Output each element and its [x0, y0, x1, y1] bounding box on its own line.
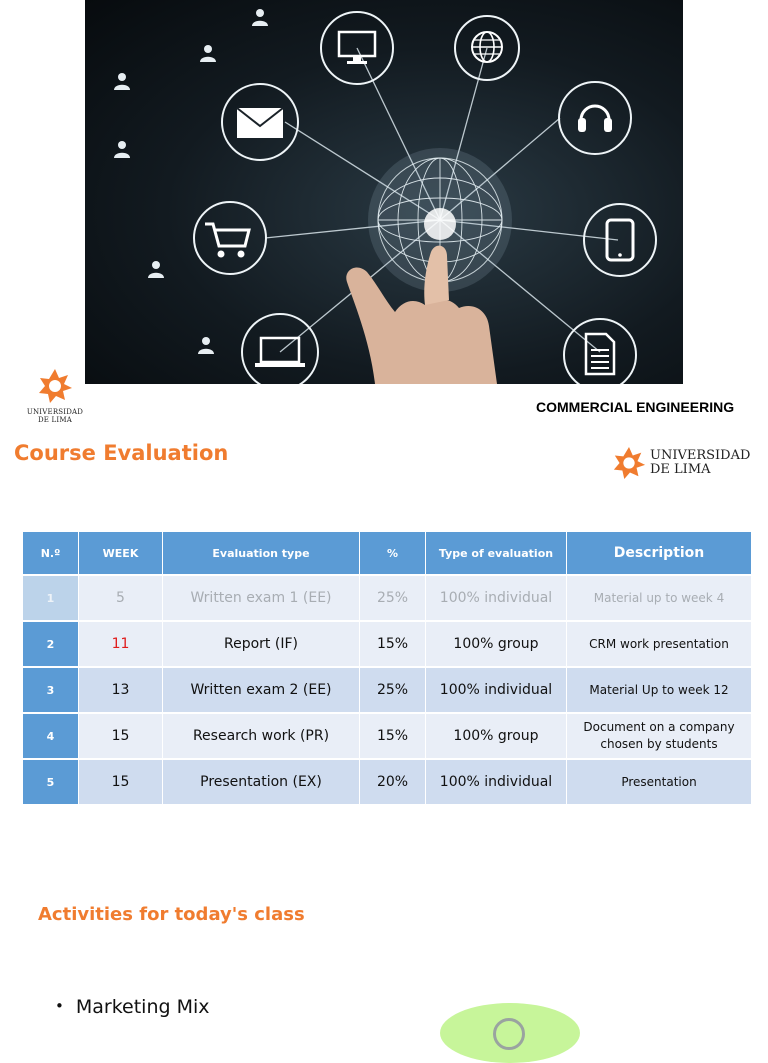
cell-week: 13 — [79, 668, 163, 714]
table-row — [23, 668, 752, 714]
table-header-row — [23, 532, 752, 576]
globe-icon — [470, 30, 504, 64]
university-logo-small — [24, 368, 86, 424]
university-logo — [612, 446, 750, 480]
cell-number: 4 — [23, 714, 79, 760]
table-row — [23, 622, 752, 668]
user-icon — [113, 72, 131, 90]
col-header-description: Description — [567, 532, 752, 576]
cell-evaluation-type: Report (IF) — [163, 622, 360, 668]
logo-text-line1: UNIVERSIDAD — [650, 448, 751, 463]
user-icon — [251, 8, 269, 26]
headset-icon — [575, 98, 615, 138]
logo-text-line2: DE LIMA — [38, 416, 72, 424]
star-logo-icon — [37, 368, 73, 404]
course-name: COMMERCIAL ENGINEERING — [536, 399, 735, 415]
document-icon — [584, 332, 616, 376]
shopping-cart-icon — [203, 220, 253, 260]
col-header-type-of-evaluation: Type of evaluation — [426, 532, 567, 576]
table-row — [23, 576, 752, 622]
laptop-icon — [253, 336, 307, 370]
circle-icon — [493, 1018, 525, 1050]
activities-title: Activities for today's class — [38, 904, 305, 925]
table-row — [23, 714, 752, 760]
cell-percent: 20% — [360, 760, 426, 806]
cell-week: 11 — [79, 622, 163, 668]
cell-number: 2 — [23, 622, 79, 668]
logo-text-line2: DE LIMA — [650, 462, 711, 477]
user-icon — [197, 336, 215, 354]
cell-week: 5 — [79, 576, 163, 622]
col-header-evaluation-type: Evaluation type — [163, 532, 360, 576]
cell-week: 15 — [79, 760, 163, 806]
cell-number: 1 — [23, 576, 79, 622]
cell-description: Material Up to week 12 — [567, 668, 752, 714]
user-icon — [199, 44, 217, 62]
cell-percent: 25% — [360, 576, 426, 622]
cell-evaluation-type: Written exam 1 (EE) — [163, 576, 360, 622]
cell-percent: 15% — [360, 714, 426, 760]
list-item: • Marketing Mix — [55, 994, 210, 1021]
cell-evaluation-type: Written exam 2 (EE) — [163, 668, 360, 714]
cell-description: Document on a company chosen by students — [567, 714, 752, 760]
cell-percent: 15% — [360, 622, 426, 668]
cell-description: CRM work presentation — [567, 622, 752, 668]
cell-description: Material up to week 4 — [567, 576, 752, 622]
cell-type-of-evaluation: 100% individual — [426, 760, 567, 806]
cell-percent: 25% — [360, 668, 426, 714]
hero-image — [85, 0, 683, 384]
cell-type-of-evaluation: 100% individual — [426, 576, 567, 622]
star-logo-icon — [612, 446, 646, 480]
col-header-percent: % — [360, 532, 426, 576]
table-row — [23, 760, 752, 806]
cell-type-of-evaluation: 100% group — [426, 622, 567, 668]
decorative-graphic — [440, 1003, 580, 1063]
col-header-week: WEEK — [79, 532, 163, 576]
cell-description: Presentation — [567, 760, 752, 806]
user-icon — [147, 260, 165, 278]
activities-list — [55, 994, 210, 1021]
cell-evaluation-type: Presentation (EX) — [163, 760, 360, 806]
cell-number: 5 — [23, 760, 79, 806]
page-title: Course Evaluation — [14, 441, 229, 465]
col-header-number: N.º — [23, 532, 79, 576]
cell-type-of-evaluation: 100% individual — [426, 668, 567, 714]
envelope-icon — [235, 106, 285, 140]
cell-type-of-evaluation: 100% group — [426, 714, 567, 760]
monitor-icon — [337, 30, 377, 66]
cell-evaluation-type: Research work (PR) — [163, 714, 360, 760]
evaluation-table — [23, 532, 752, 806]
logo-text-line1: UNIVERSIDAD — [26, 408, 84, 416]
cell-week: 15 — [79, 714, 163, 760]
user-icon — [113, 140, 131, 158]
cell-number: 3 — [23, 668, 79, 714]
tablet-icon — [605, 218, 635, 262]
